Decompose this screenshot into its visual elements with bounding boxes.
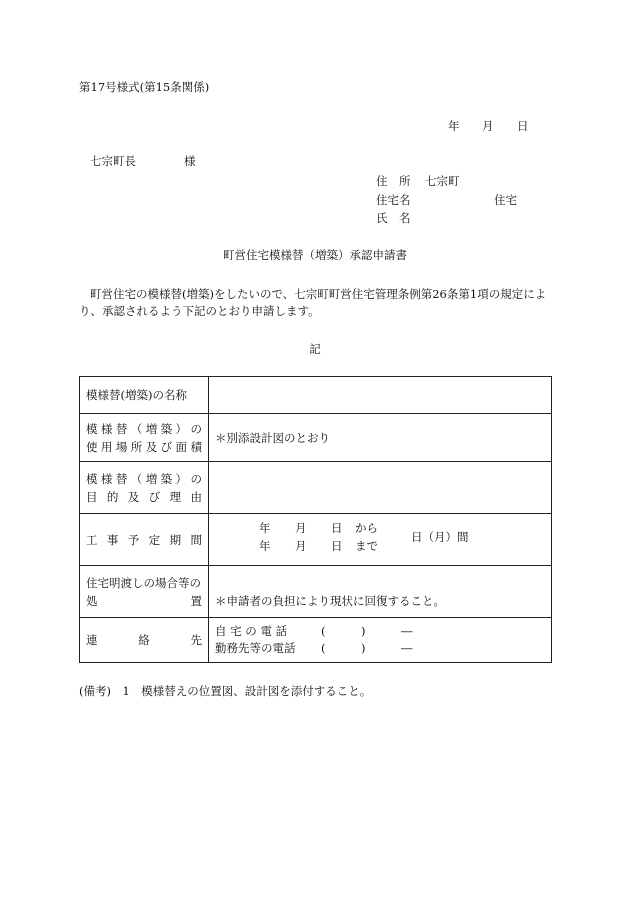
label-contact-char: 先 [190, 633, 202, 647]
period-end-year: 年 [259, 538, 271, 553]
label-purpose-char: 理 [169, 489, 182, 504]
contact-home-open: ( [321, 624, 326, 638]
table-row-vacating [80, 566, 552, 618]
label-location-char: ） [175, 421, 188, 436]
applicant-address-value: 七宗町 [425, 174, 460, 188]
value-purpose [209, 462, 552, 514]
date-day: 日 [517, 119, 529, 133]
value-vacating [209, 566, 552, 618]
form-number: 第17号様式(第15条関係) [79, 80, 210, 94]
label-location-char: 模 [86, 421, 98, 436]
label-purpose-char: 模 [86, 471, 98, 486]
contact-work-open: ( [321, 641, 326, 655]
label-purpose-char: 及 [127, 489, 140, 504]
label-location-char: 用 [100, 439, 113, 454]
label-contact-char: 絡 [138, 633, 150, 647]
label-name: 模様替(増築)の名称 [80, 377, 209, 414]
applicant-address-label: 住 所 [376, 174, 411, 188]
label-vacating-char: 置 [190, 593, 202, 608]
label-purpose-char: び [148, 489, 161, 504]
label-period-char: 定 [148, 532, 161, 547]
label-location-char: 替 [115, 421, 128, 436]
label-location-char: 面 [175, 439, 188, 454]
label-period-char: 事 [106, 532, 119, 547]
contact-work-dash: ― [401, 641, 413, 655]
value-contact [209, 618, 552, 663]
period-duration: 日（月）間 [411, 529, 469, 544]
label-location [80, 414, 209, 462]
label-purpose-char: の [190, 471, 202, 486]
label-vacating-char: 処 [86, 593, 98, 608]
label-location-char: の [190, 421, 202, 436]
application-table [79, 376, 552, 663]
label-location-char: 場 [115, 439, 128, 454]
label-purpose-char: 由 [190, 489, 202, 504]
table-row-name [80, 377, 552, 414]
label-purpose [80, 462, 209, 514]
contact-work-label: 勤務先等の電話 [215, 641, 296, 655]
label-location-char: 築 [160, 421, 173, 436]
label-purpose-char: ） [175, 471, 188, 486]
value-period [209, 514, 552, 566]
label-purpose-char: 替 [115, 471, 128, 486]
label-location-char: 増 [145, 421, 158, 436]
document-title: 町営住宅模様替（増築）承認申請書 [223, 248, 407, 262]
label-purpose-char: 増 [145, 471, 158, 486]
table-row-contact [80, 618, 552, 663]
label-location-char: 所 [130, 439, 143, 454]
label-purpose-char: 築 [160, 471, 173, 486]
period-start-day: 日 [331, 520, 343, 535]
addressee-name: 七宗町長 [90, 154, 136, 168]
remarks: (備考) 1 模様替えの位置図、設計図を添付すること。 [79, 684, 372, 698]
applicant-housing-suffix: 住宅 [494, 193, 517, 207]
period-start-month: 月 [295, 520, 307, 535]
applicant-housing-label: 住宅名 [376, 193, 411, 207]
label-period-char: 期 [169, 532, 182, 547]
period-from: から [355, 520, 378, 535]
date-month: 月 [482, 119, 494, 133]
contact-home-dash: ― [401, 624, 413, 638]
period-end-month: 月 [295, 538, 307, 553]
label-purpose-char: 目 [86, 489, 98, 504]
period-to: まで [355, 538, 378, 553]
label-purpose-char: （ [130, 471, 143, 486]
label-period-char: 工 [86, 532, 98, 547]
body-text-line1: 町営住宅の模様替(増築)をしたいので、七宗町町営住宅管理条例第26条第1項の規定によ [90, 287, 547, 301]
label-period [80, 514, 209, 566]
label-contact-char: 連 [86, 633, 98, 647]
table-row-period [80, 514, 552, 566]
value-name [209, 377, 552, 414]
label-location-char: 積 [190, 439, 202, 454]
contact-work-close: ) [361, 641, 366, 655]
contact-home-label: 自 宅 の 電 話 [215, 624, 288, 638]
label-purpose-char: 的 [106, 489, 119, 504]
label-location-char: 及 [145, 439, 158, 454]
value-vacating-text: ＊申請者の負担により現状に回復すること。 [215, 593, 445, 608]
body-text-line2: り、承認されるよう下記のとおり申請します。 [79, 304, 320, 318]
label-contact [80, 618, 209, 663]
applicant-name-label: 氏 名 [376, 211, 411, 225]
label-vacating [80, 566, 209, 618]
table-row-purpose [80, 462, 552, 514]
period-end-day: 日 [331, 538, 343, 553]
label-location-char: （ [130, 421, 143, 436]
label-location-char: 様 [100, 421, 113, 436]
label-location-char: 使 [86, 439, 98, 454]
table-row-location [80, 414, 552, 462]
value-location: ＊別添設計図のとおり [209, 414, 552, 462]
label-location-char: び [160, 439, 173, 454]
ki-heading: 記 [309, 342, 321, 356]
label-vacating-line1: 住宅明渡しの場合等の [86, 575, 201, 590]
period-start-year: 年 [259, 520, 271, 535]
label-period-char: 間 [190, 532, 202, 547]
label-purpose-char: 様 [100, 471, 113, 486]
date-year: 年 [448, 119, 460, 133]
addressee-honorific: 様 [184, 154, 196, 168]
label-period-char: 予 [127, 532, 140, 547]
contact-home-close: ) [361, 624, 366, 638]
